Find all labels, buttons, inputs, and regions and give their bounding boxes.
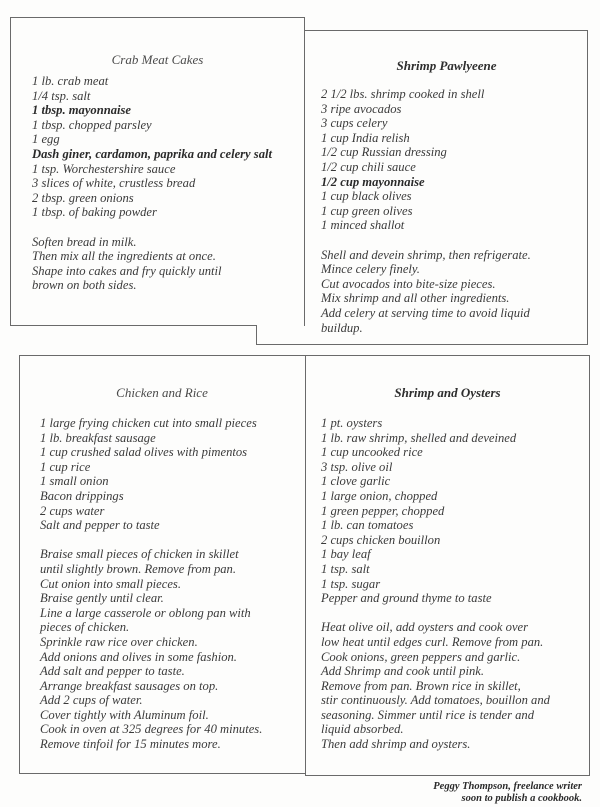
ingredient: 1 tbsp. chopped parsley — [32, 117, 152, 132]
direction: Add Shrimp and cook until pink. — [321, 664, 484, 679]
ingredient: 1 lb. raw shrimp, shelled and deveined — [321, 430, 517, 445]
recipe-title: Crab Meat Cakes — [111, 52, 204, 67]
ingredient: 2 cups water — [40, 503, 105, 518]
recipe-title: Shrimp and Oysters — [394, 385, 501, 400]
ingredient: 2 tbsp. green onions — [32, 190, 134, 205]
direction: brown on both sides. — [32, 278, 137, 293]
recipe-body-crab-meat-cakes — [32, 74, 272, 293]
direction: buildup. — [321, 320, 363, 335]
recipe-title: Shrimp Pawlyeene — [396, 58, 497, 73]
direction: Then add shrimp and oysters. — [321, 737, 471, 752]
ingredient: 1/2 cup Russian dressing — [321, 145, 447, 160]
direction: Then mix all the ingredients at once. — [32, 249, 216, 264]
ingredient: 1 lb. can tomatoes — [321, 518, 414, 533]
ingredient: 1 tbsp. mayonnaise — [32, 103, 132, 118]
ingredient: 1/2 cup mayonnaise — [321, 174, 425, 189]
ingredient: 1 green pepper, chopped — [321, 503, 445, 518]
direction: Line a large casserole or oblong pan with — [40, 605, 251, 620]
ingredient: 1 cup India relish — [321, 130, 410, 145]
ingredient: Dash giner, cardamon, paprika and celery salt — [32, 146, 272, 161]
spacer — [40, 533, 262, 548]
ingredient: 1 tsp. salt — [321, 561, 370, 576]
ingredient: Bacon drippings — [40, 488, 124, 503]
direction: Cook in oven at 325 degrees for 40 minutes. — [40, 722, 263, 737]
ingredient: 3 tsp. olive oil — [321, 459, 393, 474]
direction: Add onions and olives in some fashion. — [40, 649, 237, 664]
ingredient: 1 tsp. Worchestershire sauce — [32, 161, 176, 176]
recipe-title: Chicken and Rice — [116, 385, 208, 400]
ingredient: 1 cup rice — [40, 459, 91, 474]
credit-line-2: soon to publish a cookbook. — [461, 793, 582, 804]
ingredient: Pepper and ground thyme to taste — [321, 591, 492, 606]
ingredient: 2 1/2 lbs. shrimp cooked in shell — [321, 87, 485, 101]
direction: Sprinkle raw rice over chicken. — [40, 634, 198, 649]
direction: stir continuously. Add tomatoes, bouillon and — [321, 693, 550, 708]
credit-line-1: Peggy Thompson, freelance writer — [433, 781, 582, 792]
ingredient: 3 ripe avocados — [321, 101, 402, 116]
ingredient: 1 lb. breakfast sausage — [40, 430, 156, 445]
author-credit — [433, 781, 582, 805]
direction: Soften bread in milk. — [32, 234, 137, 249]
ingredient: 1 cup uncooked rice — [321, 445, 423, 460]
direction: Add celery at serving time to avoid liquid — [321, 305, 530, 320]
ingredient: 1/4 tsp. salt — [32, 88, 91, 103]
ingredient: 1 egg — [32, 132, 60, 147]
ingredient: 1/2 cup chili sauce — [321, 159, 416, 174]
recipe-body-shrimp-pawlyeene — [321, 87, 531, 335]
direction: Shell and devein shrimp, then refrigerate. — [321, 247, 531, 262]
direction: Braise gently until clear. — [40, 591, 164, 606]
ingredient: 1 lb. crab meat — [32, 74, 109, 88]
direction: liquid absorbed. — [321, 722, 404, 737]
direction: Add 2 cups of water. — [40, 693, 143, 708]
direction: Cut onion into small pieces. — [40, 576, 181, 591]
ingredient: 1 large onion, chopped — [321, 488, 438, 503]
direction: Mince celery finely. — [321, 262, 420, 277]
ingredient: 1 tbsp. of baking powder — [32, 205, 157, 220]
direction: Cook onions, green peppers and garlic. — [321, 649, 521, 664]
ingredient: 1 pt. oysters — [321, 416, 383, 430]
direction: Mix shrimp and all other ingredients. — [321, 291, 510, 306]
ingredient: 3 cups celery — [321, 116, 388, 131]
ingredient: 1 cup green olives — [321, 203, 413, 218]
recipe-body-chicken-and-rice — [40, 416, 262, 752]
direction: pieces of chicken. — [40, 620, 130, 635]
ingredient: 1 clove garlic — [321, 474, 391, 489]
direction: Arrange breakfast sausages on top. — [40, 678, 219, 693]
ingredient: 1 cup black olives — [321, 189, 412, 204]
spacer — [32, 220, 272, 235]
spacer — [321, 233, 531, 248]
ingredient: Salt and pepper to taste — [40, 518, 160, 533]
ingredient: 1 bay leaf — [321, 547, 371, 562]
direction: Add salt and pepper to taste. — [40, 664, 185, 679]
direction: until slightly brown. Remove from pan. — [40, 561, 237, 576]
ingredient: 1 cup crushed salad olives with pimentos — [40, 445, 248, 460]
direction: low heat until edges curl. Remove from pan. — [321, 634, 544, 649]
direction: Cover tightly with Aluminum foil. — [40, 707, 209, 722]
direction: Remove tinfoil for 15 minutes more. — [40, 737, 221, 752]
recipe-body-shrimp-and-oysters — [321, 416, 550, 752]
ingredient: 1 large frying chicken cut into small pieces — [40, 416, 257, 430]
spacer — [321, 606, 550, 621]
direction: Cut avocados into bite-size pieces. — [321, 276, 496, 291]
direction: Shape into cakes and fry quickly until — [32, 263, 222, 278]
ingredient: 1 tsp. sugar — [321, 576, 381, 591]
ingredient: 3 slices of white, crustless bread — [32, 176, 196, 191]
direction: seasoning. Simmer until rice is tender and — [321, 707, 535, 722]
ingredient: 1 small onion — [40, 474, 109, 489]
oysters-box-bottom-border — [305, 775, 590, 776]
direction: Braise small pieces of chicken in skillet — [40, 547, 239, 562]
direction: Remove from pan. Brown rice in skillet, — [321, 678, 521, 693]
chicken-box-bottom-border — [19, 773, 305, 774]
direction: Heat olive oil, add oysters and cook over — [321, 620, 529, 635]
crab-box-bottom-border — [10, 325, 257, 326]
ingredient: 2 cups chicken bouillon — [321, 532, 441, 547]
ingredient: 1 minced shallot — [321, 218, 405, 233]
pawlyeene-box-left-border — [256, 325, 257, 345]
